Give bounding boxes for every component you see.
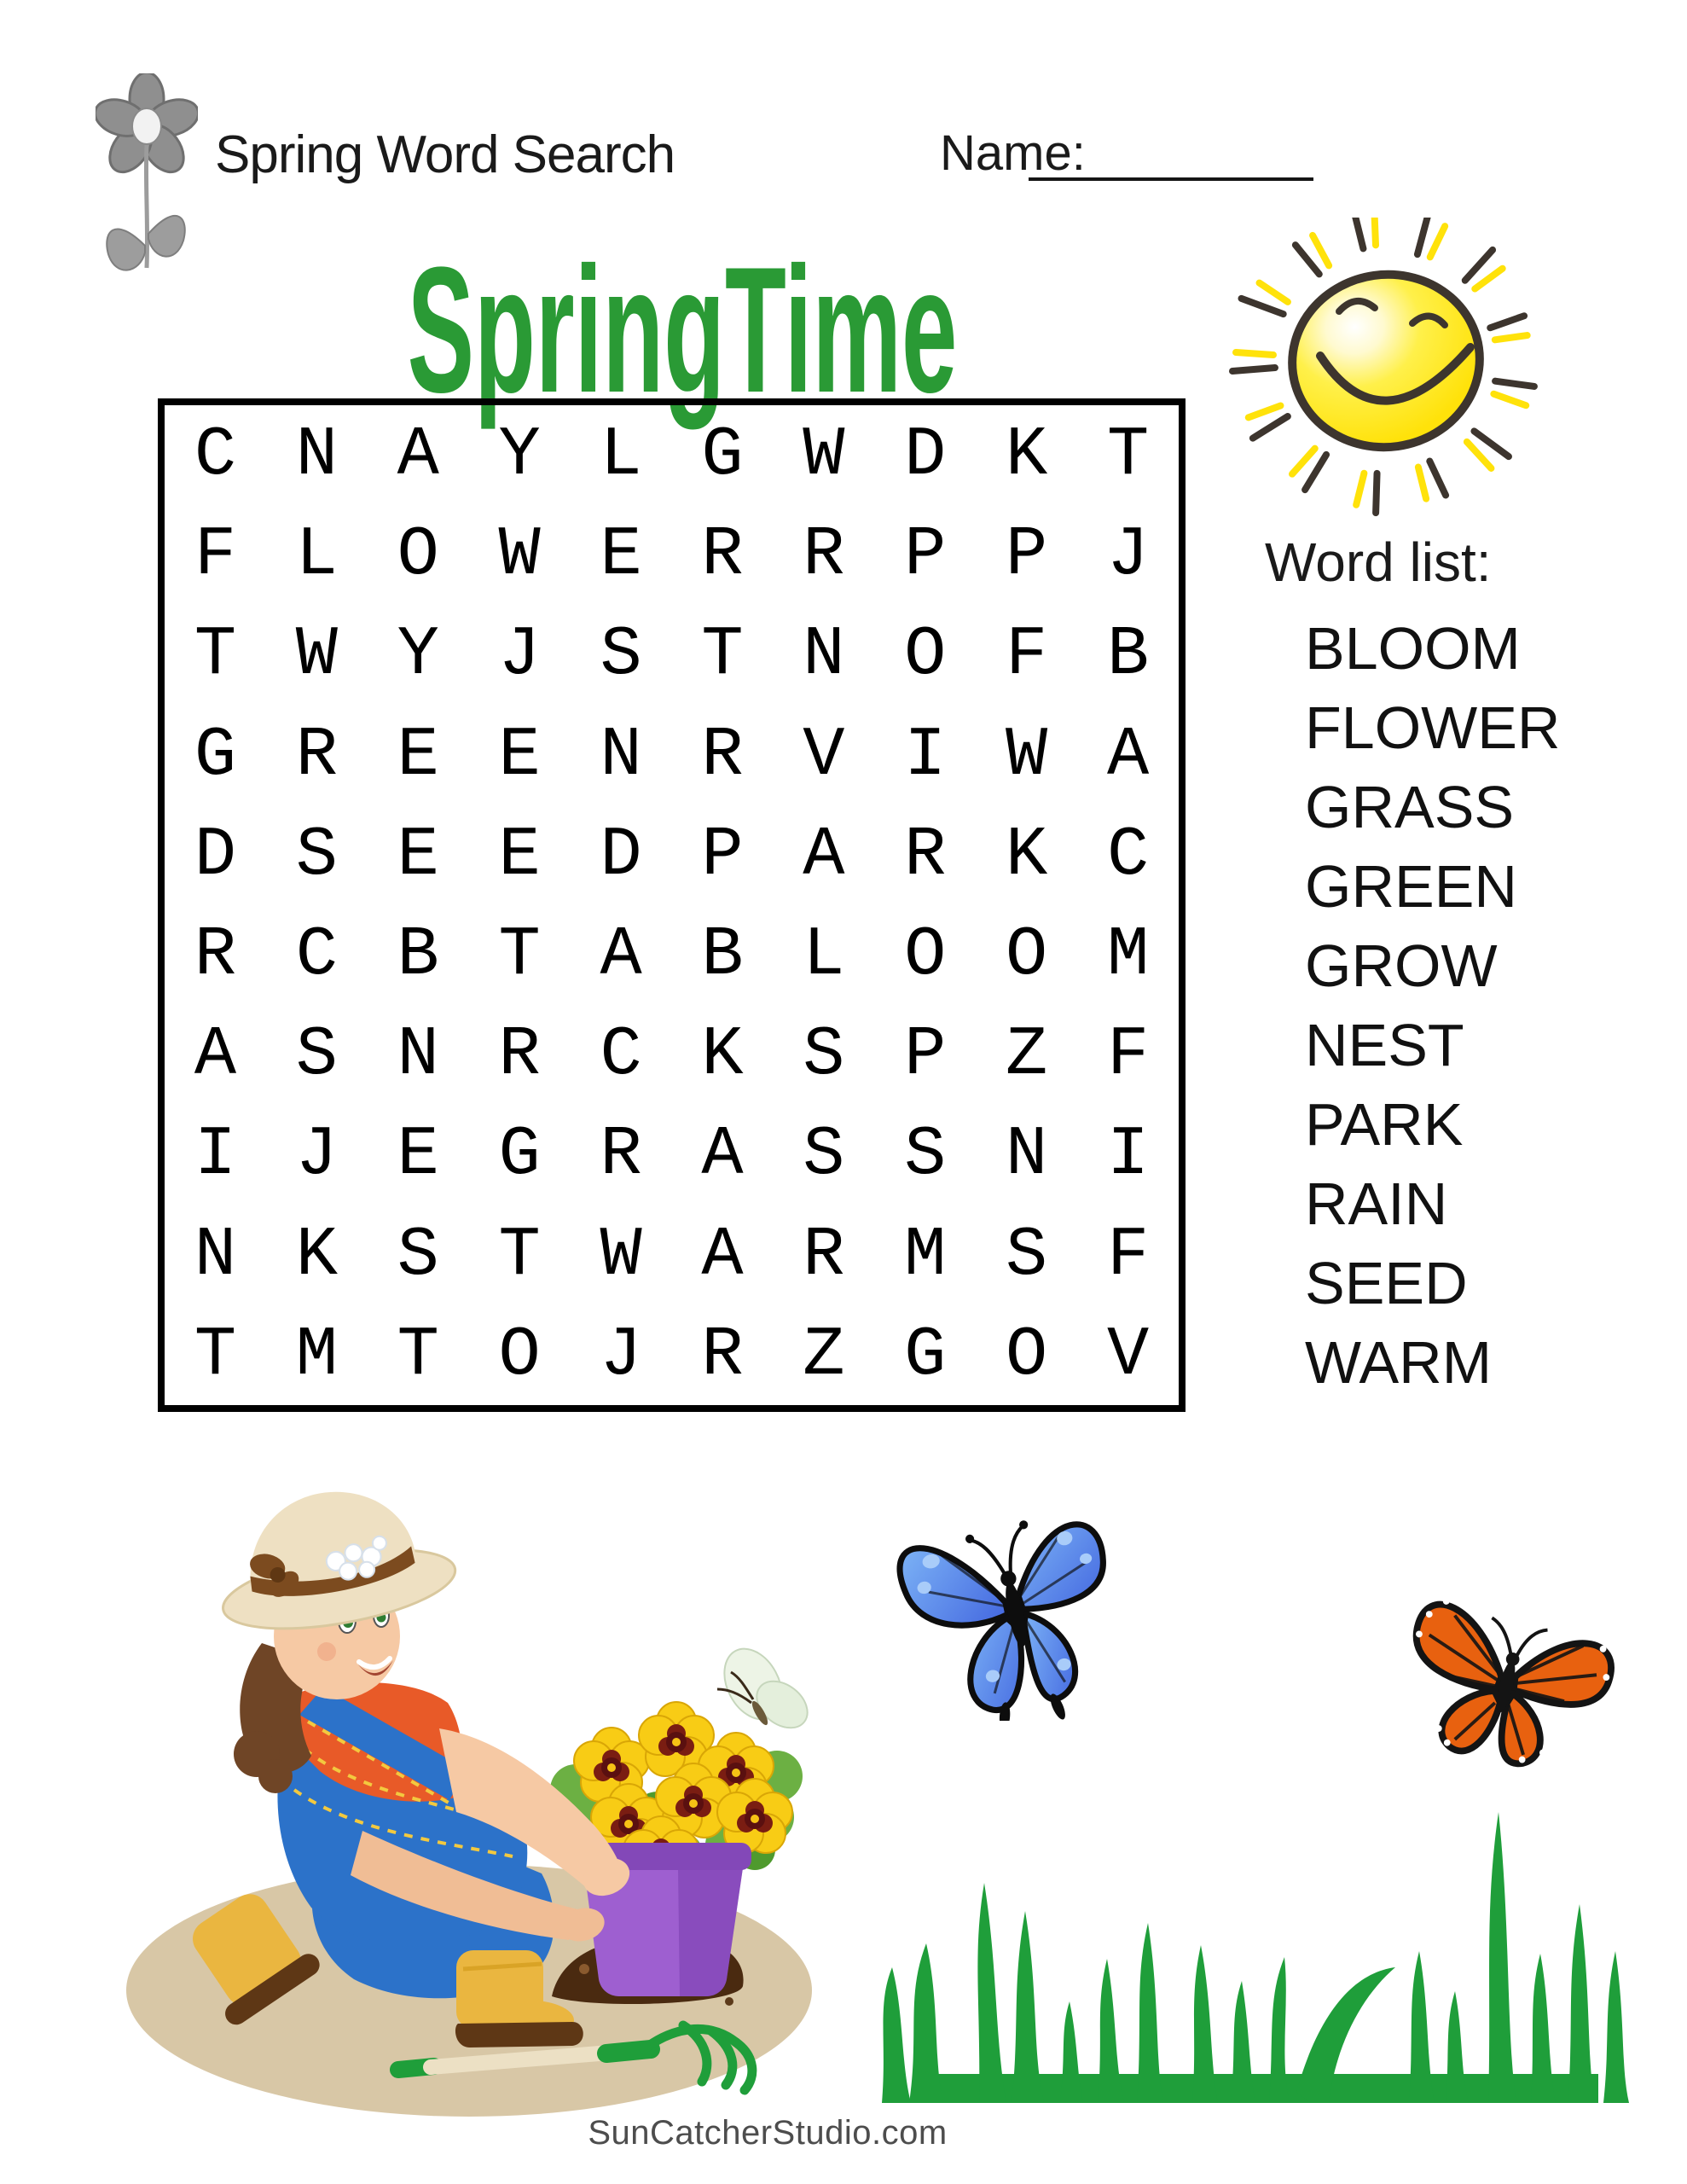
grid-cell: F xyxy=(194,515,237,595)
grid-cell: M xyxy=(1106,915,1150,996)
grid-cell: A xyxy=(600,915,642,996)
flower-center xyxy=(132,108,161,144)
grid-cell: A xyxy=(1106,715,1150,795)
grid-cell: M xyxy=(295,1315,338,1395)
grid-cell: O xyxy=(1006,1315,1048,1395)
grid-cell: W xyxy=(600,1215,642,1295)
grid-cell: A xyxy=(701,1115,744,1195)
grid-cell: A xyxy=(803,815,845,895)
white-butterfly-icon xyxy=(713,1639,816,1737)
grid-cell: G xyxy=(498,1115,541,1195)
grid-cell: N xyxy=(1006,1115,1048,1195)
flower-leaf-left xyxy=(107,229,145,270)
word-list-heading: Word list: xyxy=(1265,531,1492,593)
grid-cell: S xyxy=(803,1115,845,1195)
grid-cell: L xyxy=(295,515,338,595)
grid-cell: Z xyxy=(803,1315,845,1395)
grid-cell: F xyxy=(1106,1015,1150,1095)
smiling-sun-icon xyxy=(1211,218,1569,525)
grid-cell: N xyxy=(600,715,642,795)
grid-cell: S xyxy=(295,1015,338,1095)
footer-credit: SunCatcherStudio.com xyxy=(588,2114,948,2152)
grid-cell: T xyxy=(194,1315,237,1395)
grid-cell: B xyxy=(397,915,439,996)
page-title: Spring Word Search xyxy=(215,125,675,184)
word-list-item: PARK xyxy=(1305,1091,1464,1158)
grid-cell: N xyxy=(397,1015,439,1095)
grid-cell: D xyxy=(904,415,947,496)
monarch-butterfly-icon xyxy=(1377,1580,1638,1780)
grid-cell: A xyxy=(701,1215,744,1295)
grid-cell: N xyxy=(194,1215,237,1295)
grid-cell: E xyxy=(397,1115,439,1195)
flower-stem xyxy=(146,145,147,268)
grass-clump-icon xyxy=(853,1776,1659,2105)
puzzle-title: SpringTime xyxy=(407,229,958,430)
grid-cell: N xyxy=(803,615,845,695)
grid-cell: T xyxy=(194,615,237,695)
grid-cell: S xyxy=(803,1015,845,1095)
grid-cell: J xyxy=(1106,515,1150,595)
grid-cell: G xyxy=(904,1315,947,1395)
grid-cell: N xyxy=(295,415,338,496)
grid-cell: C xyxy=(600,1015,642,1095)
name-label: Name: xyxy=(940,125,1086,181)
grid-cell: P xyxy=(701,815,744,895)
grid-cell: W xyxy=(498,515,541,595)
grid-cell: O xyxy=(498,1315,541,1395)
grid-cell: W xyxy=(295,615,338,695)
grid-cell: F xyxy=(1106,1215,1150,1295)
grid-cell: T xyxy=(701,615,744,695)
grid-cell: R xyxy=(701,515,744,595)
word-list-item: GROW xyxy=(1305,932,1498,999)
grid-cell: Y xyxy=(397,615,439,695)
word-list-item: NEST xyxy=(1305,1012,1464,1078)
grid-cell: R xyxy=(803,1215,845,1295)
girl-hat xyxy=(206,1472,461,1643)
grid-cell: I xyxy=(194,1115,237,1195)
grid-cell: Y xyxy=(498,415,541,496)
grid-cell: L xyxy=(803,915,845,996)
grid-cell: T xyxy=(1106,415,1150,496)
name-input-line[interactable] xyxy=(1029,133,1313,181)
grid-cell: W xyxy=(1006,715,1048,795)
grid-cell: G xyxy=(701,415,744,496)
grid-cell: O xyxy=(397,515,439,595)
grid-cell: D xyxy=(194,815,237,895)
grid-cell: J xyxy=(498,615,541,695)
grid-cell: O xyxy=(904,915,947,996)
grid-cell: C xyxy=(194,415,237,496)
word-list-item: WARM xyxy=(1305,1329,1493,1396)
grid-cell: R xyxy=(803,515,845,595)
grid-cell: F xyxy=(1006,615,1048,695)
grid-cell: R xyxy=(498,1015,541,1095)
flower-logo-icon xyxy=(96,73,198,278)
grid-cell: A xyxy=(194,1015,237,1095)
word-list-item: SEED xyxy=(1305,1250,1468,1316)
grid-cell: O xyxy=(1006,915,1048,996)
grid-cell: K xyxy=(1006,815,1048,895)
grid-cell: D xyxy=(600,815,642,895)
grid-cell: P xyxy=(904,1015,947,1095)
grid-cell: E xyxy=(498,815,541,895)
grid-cell: K xyxy=(701,1015,744,1095)
grid-cell: I xyxy=(904,715,947,795)
grid-cell: R xyxy=(701,1315,744,1395)
grid-cell: S xyxy=(397,1215,439,1295)
grid-cell: S xyxy=(904,1115,947,1195)
word-list-item: GRASS xyxy=(1305,774,1515,840)
grid-cell: C xyxy=(1106,815,1150,895)
grid-cell: O xyxy=(904,615,947,695)
grid-cell: T xyxy=(397,1315,439,1395)
grid-cell: W xyxy=(803,415,845,496)
grid-cell: A xyxy=(397,415,439,496)
blue-butterfly-icon xyxy=(891,1486,1134,1721)
word-list-item: BLOOM xyxy=(1305,615,1521,682)
word-list-item: FLOWER xyxy=(1305,694,1561,761)
grid-cell: S xyxy=(600,615,642,695)
word-list-item: RAIN xyxy=(1305,1170,1448,1237)
grid-cell: P xyxy=(1006,515,1048,595)
grid-cell: Z xyxy=(1006,1015,1048,1095)
grid-cell: K xyxy=(1006,415,1048,496)
grid-cell: T xyxy=(498,1215,541,1295)
grid-cell: G xyxy=(194,715,237,795)
grid-cell: V xyxy=(1106,1315,1150,1395)
girl-planting-flowers-illustration xyxy=(81,1432,857,2127)
grid-cell: C xyxy=(295,915,338,996)
grid-cell: R xyxy=(600,1115,642,1195)
grid-cell: R xyxy=(701,715,744,795)
grid-cell: T xyxy=(498,915,541,996)
grid-cell: E xyxy=(498,715,541,795)
flower-leaf-right xyxy=(148,216,185,257)
grid-cell: E xyxy=(397,715,439,795)
grid-cell: P xyxy=(904,515,947,595)
grid-cell: E xyxy=(397,815,439,895)
grid-cell: B xyxy=(1106,615,1150,695)
grid-cell: R xyxy=(295,715,338,795)
grid-cell: I xyxy=(1106,1115,1150,1195)
grid-cell: M xyxy=(904,1215,947,1295)
grid-cell: R xyxy=(904,815,947,895)
grid-cell: V xyxy=(803,715,845,795)
grid-cell: S xyxy=(295,815,338,895)
word-list-item: GREEN xyxy=(1305,853,1517,920)
grid-cell: J xyxy=(295,1115,338,1195)
grid-cell: L xyxy=(600,415,642,496)
grid-cell: E xyxy=(600,515,642,595)
grid-cell: R xyxy=(194,915,237,996)
grid-cell: B xyxy=(701,915,744,996)
grid-cell: J xyxy=(600,1315,642,1395)
word-list xyxy=(1305,609,1560,1403)
word-search-grid xyxy=(158,398,1186,1412)
grid-cell: S xyxy=(1006,1215,1048,1295)
grid-cell: K xyxy=(295,1215,338,1295)
